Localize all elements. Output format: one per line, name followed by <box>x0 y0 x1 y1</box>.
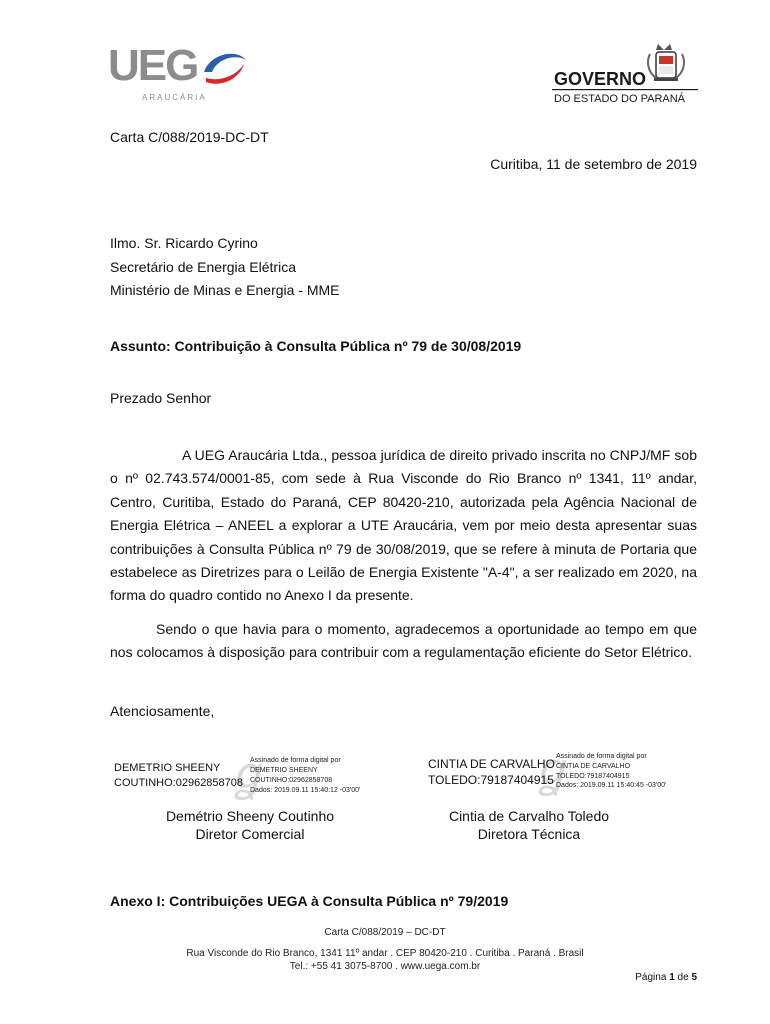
closing: Atenciosamente, <box>110 703 215 719</box>
coat-of-arms-icon <box>648 44 684 81</box>
ueg-tagline: ARAUCÁRIA <box>142 93 207 102</box>
signature-meta-line: Assinado de forma digital por <box>556 753 647 760</box>
signer-2-name: Cintia de Carvalho Toledo <box>448 808 610 824</box>
gov-logo-line1: GOVERNO <box>554 69 647 89</box>
signature-cert-id: COUTINHO:02962858708 <box>114 777 244 789</box>
recipient-name: Ilmo. Sr. Ricardo Cyrino <box>110 235 258 251</box>
body-paragraph-1: A UEG Araucária Ltda., pessoa jurídica de direito privado inscrita no CNPJ/MF sob o nº 02.743.574/0001-85, com sede à Rua Visconde do Rio Branco nº 1341, 11º andar, Centro, Curitiba, Estado do Paraná, CEP 80420-210, autorizada pela Agência Nacional de Energia Elétrica – ANEEL a explorar a UTE Araucária, vem por meio desta apresentar suas contribuições à Consulta Pública nº 79 de 30/08/2019, que se refere à minuta de Portaria que estabelece as Diretrizes para o Leilão de Energia Existente "A-4", a ser realizado em 2020, na forma do quadro contido no Anexo I da presente. <box>110 447 697 604</box>
signature-meta-line: Dados: 2019.09.11 15:40:45 -03'00' <box>556 782 667 789</box>
salutation: Prezado Senhor <box>110 390 212 406</box>
page-current: 1 <box>669 972 675 983</box>
governo-parana-logo <box>552 42 698 106</box>
signature-meta-line: CINTIA DE CARVALHO <box>556 763 631 770</box>
signature-cert-name: CINTIA DE CARVALHO <box>428 757 555 771</box>
annex-title: Anexo I: Contribuições UEGA à Consulta Pública nº 79/2019 <box>110 893 509 909</box>
page-indicator <box>635 971 697 984</box>
signature-meta-line: Assinado de forma digital por <box>250 757 341 764</box>
signer-1-title: Diretor Comercial <box>195 826 305 842</box>
ueg-wordmark: UEG <box>108 42 198 90</box>
recipient-organization: Ministério de Minas e Energia - MME <box>110 282 340 298</box>
recipient-title: Secretário de Energia Elétrica <box>110 259 296 275</box>
signature-meta-line: TOLEDO:79187404915 <box>556 773 630 780</box>
footer-address: Rua Visconde do Rio Branco, 1341 11º andar . CEP 80420-210 . Curitiba . Paraná . Brasil <box>186 948 584 959</box>
ueg-logo <box>108 42 248 104</box>
footer-reference: Carta C/088/2019 – DC-DT <box>324 927 446 938</box>
date-line: Curitiba, 11 de setembro de 2019 <box>490 156 697 172</box>
digital-signature-2 <box>428 742 688 800</box>
signature-meta-line: COUTINHO:02962858708 <box>250 777 333 784</box>
signer-1-name: Demétrio Sheeny Coutinho <box>165 808 335 824</box>
signer-2-title: Diretora Técnica <box>477 826 581 842</box>
signature-watermark-icon: ꬶ <box>232 746 261 800</box>
signature-watermark-icon: ꬶ <box>536 742 565 796</box>
page-of: de <box>677 972 689 983</box>
page-label: Página <box>635 972 667 983</box>
gov-logo-line2: DO ESTADO DO PARANÁ <box>554 93 686 105</box>
footer-contact: Tel.: +55 41 3075-8700 . www.uega.com.br <box>289 961 481 972</box>
signature-cert-id: TOLEDO:79187404915 <box>428 773 554 787</box>
signature-cert-name: DEMETRIO SHEENY <box>114 762 221 774</box>
signature-meta-line: DEMETRIO SHEENY <box>250 767 318 774</box>
page-total: 5 <box>691 972 697 983</box>
letter-reference: Carta C/088/2019-DC-DT <box>110 129 269 145</box>
digital-signature-1 <box>114 746 384 800</box>
subject-line: Assunto: Contribuição à Consulta Pública nº 79 de 30/08/2019 <box>110 338 522 354</box>
body-paragraph-2: Sendo o que havia para o momento, agradecemos a oportunidade ao tempo em que nos colocamos à disposição para contribuir com a regulamentação eficiente do Setor Elétrico. <box>110 621 697 661</box>
signature-meta-line: Dados: 2019.09.11 15:40:12 -03'00' <box>250 787 361 794</box>
